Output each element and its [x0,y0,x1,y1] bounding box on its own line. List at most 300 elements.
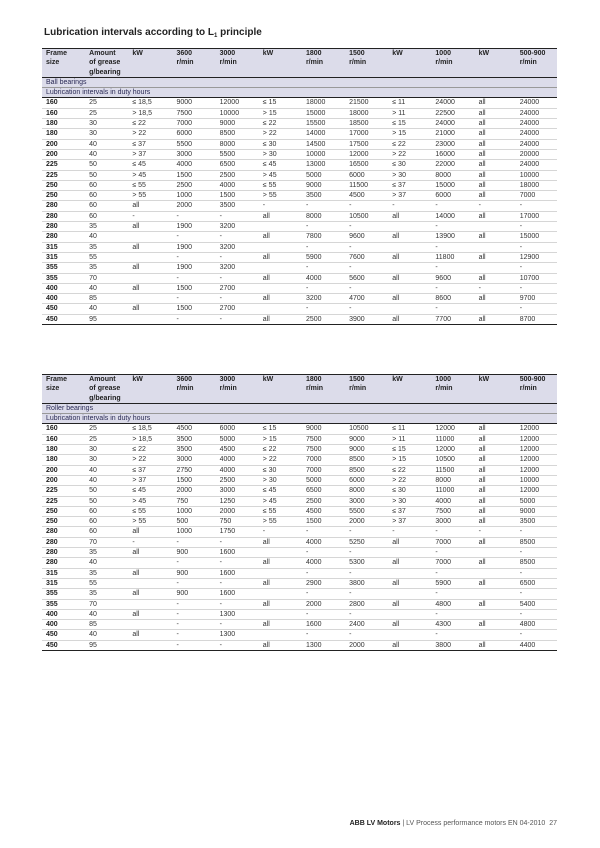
table-row [42,283,557,293]
table-cell: all [128,263,172,273]
table-cell: 250 [42,180,85,190]
table-cell: ≤ 30 [388,160,431,170]
table-cell: 280 [42,558,85,568]
column-header [42,68,85,78]
table-cell: 25 [85,434,128,444]
table-cell: - [302,263,345,273]
table-cell: - [128,537,172,547]
table-cell: 22000 [431,160,474,170]
section-label: Roller bearings [42,403,557,413]
table-cell: - [431,263,474,273]
table-cell: - [216,294,259,304]
table-cell: 7500 [431,506,474,516]
table-cell: 12000 [345,149,388,159]
table-cell [475,609,516,619]
table-cell: 4000 [216,465,259,475]
table-row [42,434,557,444]
column-header: size [42,58,85,67]
table-cell: 5500 [172,139,215,149]
table-cell: 4000 [431,496,474,506]
table-cell: all [475,599,516,609]
table-cell: 10000 [516,170,557,180]
column-header [431,394,474,404]
column-header [516,394,557,404]
table-cell: > 55 [259,517,302,527]
table-cell: 12000 [516,434,557,444]
table-cell: ≤ 30 [388,486,431,496]
table-cell: 16500 [345,160,388,170]
table-cell: ≤ 37 [388,506,431,516]
table-cell: - [302,630,345,640]
table-cell: 40 [85,558,128,568]
table-cell: > 45 [259,170,302,180]
column-header: 3600 [172,49,215,59]
table-cell: 5500 [345,506,388,516]
table-cell: 750 [172,496,215,506]
table-cell: - [216,620,259,630]
table-cell: 22500 [431,108,474,118]
table-cell: - [475,283,516,293]
table-cell: all [475,496,516,506]
table-cell: 280 [42,527,85,537]
table-cell: all [475,465,516,475]
table-cell: 12000 [516,486,557,496]
column-header: kW [388,49,431,59]
table-cell: all [259,232,302,242]
table-cell: - [431,527,474,537]
table-cell: 315 [42,252,85,262]
table-cell: - [431,568,474,578]
table-cell: all [128,242,172,252]
table-cell: 200 [42,465,85,475]
table-cell: > 22 [388,149,431,159]
table-cell: 10000 [216,108,259,118]
table-cell: ≤ 11 [388,424,431,434]
table-cell: 70 [85,599,128,609]
column-header: 1500 [345,49,388,59]
table-cell: ≤ 11 [388,98,431,108]
table-cell [128,232,172,242]
table-cell: 21500 [345,98,388,108]
table-cell: all [475,314,516,324]
table-cell: 12000 [431,445,474,455]
table-cell: - [431,283,474,293]
table-cell: 10500 [431,455,474,465]
column-header [388,384,431,393]
table-cell: 4500 [172,424,215,434]
table-cell: all [475,506,516,516]
column-header: kW [259,375,302,385]
table-cell: 40 [85,232,128,242]
table-cell: 13000 [302,160,345,170]
column-header: 3000 [216,375,259,385]
table-cell: 8500 [216,129,259,139]
table-cell: 40 [85,149,128,159]
table-cell: all [475,517,516,527]
table-cell: 1000 [172,506,215,516]
table-cell: 355 [42,273,85,283]
table-cell: 17000 [345,129,388,139]
table-cell [259,242,302,252]
table-cell: 11800 [431,252,474,262]
table-cell: > 30 [259,475,302,485]
table-cell: 280 [42,232,85,242]
ball-bearings-table [42,48,557,325]
column-header: r/min [345,58,388,67]
table-cell: 14500 [302,139,345,149]
table-cell: 7000 [431,558,474,568]
table-cell: 15500 [302,119,345,129]
table-cell: 160 [42,434,85,444]
table-cell: > 30 [388,496,431,506]
table-row [42,294,557,304]
table-cell: all [475,232,516,242]
table-cell: 8600 [431,294,474,304]
table-cell: all [259,273,302,283]
table-cell: - [516,630,557,640]
table-cell: ≤ 55 [128,180,172,190]
table-cell: all [388,620,431,630]
table-cell: all [128,527,172,537]
table-cell: > 45 [128,496,172,506]
table-cell: 450 [42,630,85,640]
header-row [42,68,557,78]
table-cell: > 22 [128,129,172,139]
table-row [42,263,557,273]
table-row [42,98,557,108]
column-header: 1000 [431,375,474,385]
table-cell: 40 [85,139,128,149]
table-cell: 9000 [172,98,215,108]
table-cell: all [475,273,516,283]
column-header: 1000 [431,49,474,59]
table-cell: ≤ 22 [388,139,431,149]
table-cell: all [388,537,431,547]
table-cell: 1900 [172,242,215,252]
table-cell: 5300 [345,558,388,568]
table-cell: all [259,211,302,221]
table-cell: - [431,201,474,211]
table-row [42,108,557,118]
table-row [42,609,557,619]
table-cell: 5000 [302,475,345,485]
table-cell: 5900 [302,252,345,262]
table-cell: 7000 [302,455,345,465]
table-cell [128,314,172,324]
table-cell: all [475,211,516,221]
table-cell: - [345,568,388,578]
table-cell: - [516,548,557,558]
table-cell [259,589,302,599]
table-cell: - [345,304,388,314]
table-cell: 280 [42,201,85,211]
table-cell: 200 [42,475,85,485]
table-cell: all [128,283,172,293]
table-cell: 315 [42,568,85,578]
table-cell: - [172,578,215,588]
table-cell: ≤ 18,5 [128,98,172,108]
table-cell: - [516,568,557,578]
table-cell: 60 [85,211,128,221]
table-cell: ≤ 15 [388,445,431,455]
table-row [42,191,557,201]
table-row [42,558,557,568]
table-cell: all [475,486,516,496]
table-cell: > 18,5 [128,108,172,118]
table-cell: 5600 [345,273,388,283]
table-cell: all [388,558,431,568]
table-cell: ≤ 45 [259,486,302,496]
table-cell: 25 [85,98,128,108]
table-cell: 250 [42,191,85,201]
column-header: r/min [172,58,215,67]
table-cell: 9000 [516,506,557,516]
table-cell: 60 [85,517,128,527]
table-cell: - [302,201,345,211]
table-cell: 2700 [216,283,259,293]
column-header: r/min [516,384,557,393]
table-cell [128,252,172,262]
column-header [42,394,85,404]
table-cell: ≤ 45 [128,486,172,496]
table-cell: - [345,222,388,232]
table-cell: 450 [42,314,85,324]
table-cell: 4400 [516,640,557,650]
page-number: 27 [549,820,557,827]
table-cell: 30 [85,445,128,455]
table-cell: 95 [85,640,128,650]
table-cell: 12000 [516,465,557,475]
table-cell: 1300 [302,640,345,650]
table-row [42,537,557,547]
table-cell: 1500 [172,283,215,293]
table-cell: 7800 [302,232,345,242]
table-cell: 1500 [216,191,259,201]
table-cell: 4000 [302,558,345,568]
table-cell: 30 [85,129,128,139]
column-header [216,68,259,78]
table-cell: 7600 [345,252,388,262]
table-cell: all [475,170,516,180]
table-cell: ≤ 15 [259,424,302,434]
table-cell: - [302,283,345,293]
table-cell: 4500 [216,445,259,455]
table-cell: - [172,630,215,640]
table-cell: 24000 [516,119,557,129]
table-cell: 3200 [216,222,259,232]
table-cell: 225 [42,496,85,506]
table-cell: 280 [42,211,85,221]
table-cell: 1500 [172,304,215,314]
table-cell: 16000 [431,149,474,159]
table-cell: 10500 [345,424,388,434]
table-cell: 24000 [516,98,557,108]
table-cell: 225 [42,170,85,180]
table-cell: 18000 [516,180,557,190]
table-row [42,589,557,599]
table-row [42,139,557,149]
table-cell: 2500 [216,475,259,485]
table-cell: 400 [42,283,85,293]
table-cell: 8000 [431,475,474,485]
table-cell: 1750 [216,527,259,537]
table-cell [475,242,516,252]
table-cell: all [475,160,516,170]
table-cell: 4800 [516,620,557,630]
table-cell: all [475,108,516,118]
table-cell: - [431,304,474,314]
table-cell [128,640,172,650]
table-cell: 3000 [172,455,215,465]
table-cell: all [475,424,516,434]
table-cell: 3500 [172,434,215,444]
header-row [42,384,557,393]
table-cell: 60 [85,201,128,211]
table-row [42,475,557,485]
table-cell: all [259,252,302,262]
table-cell: 5500 [216,149,259,159]
table-row [42,119,557,129]
table-cell: 6000 [345,475,388,485]
table-cell: 70 [85,537,128,547]
table-cell: - [516,304,557,314]
table-cell: 8500 [516,558,557,568]
table-cell: 18500 [345,119,388,129]
column-header: of grease [85,384,128,393]
table-cell: 160 [42,424,85,434]
table-cell: all [128,548,172,558]
subsection-label: Lubrication intervals in duty hours [42,414,557,424]
table-row [42,170,557,180]
column-header [388,58,431,67]
table-cell: 8500 [345,455,388,465]
column-header [128,384,172,393]
table-cell: 8700 [516,314,557,324]
table-cell: 14000 [302,129,345,139]
table-cell: all [475,294,516,304]
table-row [42,273,557,283]
table-cell: 9000 [345,445,388,455]
table-row [42,445,557,455]
table-cell: 30 [85,119,128,129]
table-row [42,640,557,650]
table-cell: > 22 [259,455,302,465]
table-cell: - [172,609,215,619]
table-cell: - [302,304,345,314]
table-cell: 40 [85,609,128,619]
column-header: Amount [85,375,128,385]
table-cell: 7000 [516,191,557,201]
table-cell: 24000 [431,119,474,129]
table-row [42,506,557,516]
table-cell: 1600 [216,568,259,578]
table-cell: 3000 [431,517,474,527]
table-cell: 11500 [345,180,388,190]
table-cell: - [302,589,345,599]
table-cell: 4000 [216,455,259,465]
table-cell: 900 [172,568,215,578]
table-cell: 55 [85,252,128,262]
table-cell: 11000 [431,486,474,496]
table-cell: ≤ 55 [259,506,302,516]
table-cell: - [172,620,215,630]
table-cell: 9600 [345,232,388,242]
table-cell [475,263,516,273]
table-cell: 50 [85,486,128,496]
table-cell: > 11 [388,434,431,444]
table-cell: - [431,630,474,640]
table-cell: 2000 [302,599,345,609]
header-row [42,375,557,385]
table-cell: 450 [42,304,85,314]
table-cell: 60 [85,180,128,190]
table-cell: 40 [85,283,128,293]
column-header: g/bearing [85,394,128,404]
header-row [42,394,557,404]
table-cell: all [475,139,516,149]
table-header [42,375,557,404]
table-cell: 50 [85,160,128,170]
table-cell: 1300 [216,630,259,640]
table-cell: 50 [85,496,128,506]
header-row [42,58,557,67]
table-cell: - [302,527,345,537]
table-cell: 5400 [516,599,557,609]
table-cell: - [302,548,345,558]
table-cell: 4000 [216,180,259,190]
footer-text: | LV Process performance motors EN 04-2010 [400,820,546,827]
table-cell: 1300 [216,609,259,619]
table-row [42,548,557,558]
table-cell: 250 [42,517,85,527]
table-cell: all [388,211,431,221]
table-cell: all [388,273,431,283]
table-cell: ≤ 37 [128,139,172,149]
table-cell: 1000 [172,527,215,537]
table-cell: 4000 [172,160,215,170]
table-cell: - [516,263,557,273]
column-header: 3600 [172,375,215,385]
table-cell: 30 [85,455,128,465]
table-cell: - [216,558,259,568]
table-cell: - [172,232,215,242]
column-header: r/min [516,58,557,67]
table-cell: - [259,201,302,211]
table-cell: > 37 [128,149,172,159]
column-header [475,58,516,67]
table-cell: 10000 [302,149,345,159]
table-cell: all [388,232,431,242]
table-cell: - [345,242,388,252]
table-cell: 12900 [516,252,557,262]
table-cell: - [259,527,302,537]
table-cell: > 55 [128,517,172,527]
table-cell: all [259,578,302,588]
column-header: 1500 [345,375,388,385]
table-cell: 25 [85,424,128,434]
table-cell: > 22 [388,475,431,485]
table-cell: 2500 [172,180,215,190]
section-row [42,77,557,87]
table-cell: 12000 [516,455,557,465]
table-cell: - [302,242,345,252]
table-cell: 3000 [345,496,388,506]
subsection-row [42,414,557,424]
table-cell: all [475,475,516,485]
table-cell [388,589,431,599]
column-header: kW [259,49,302,59]
table-cell [128,273,172,283]
